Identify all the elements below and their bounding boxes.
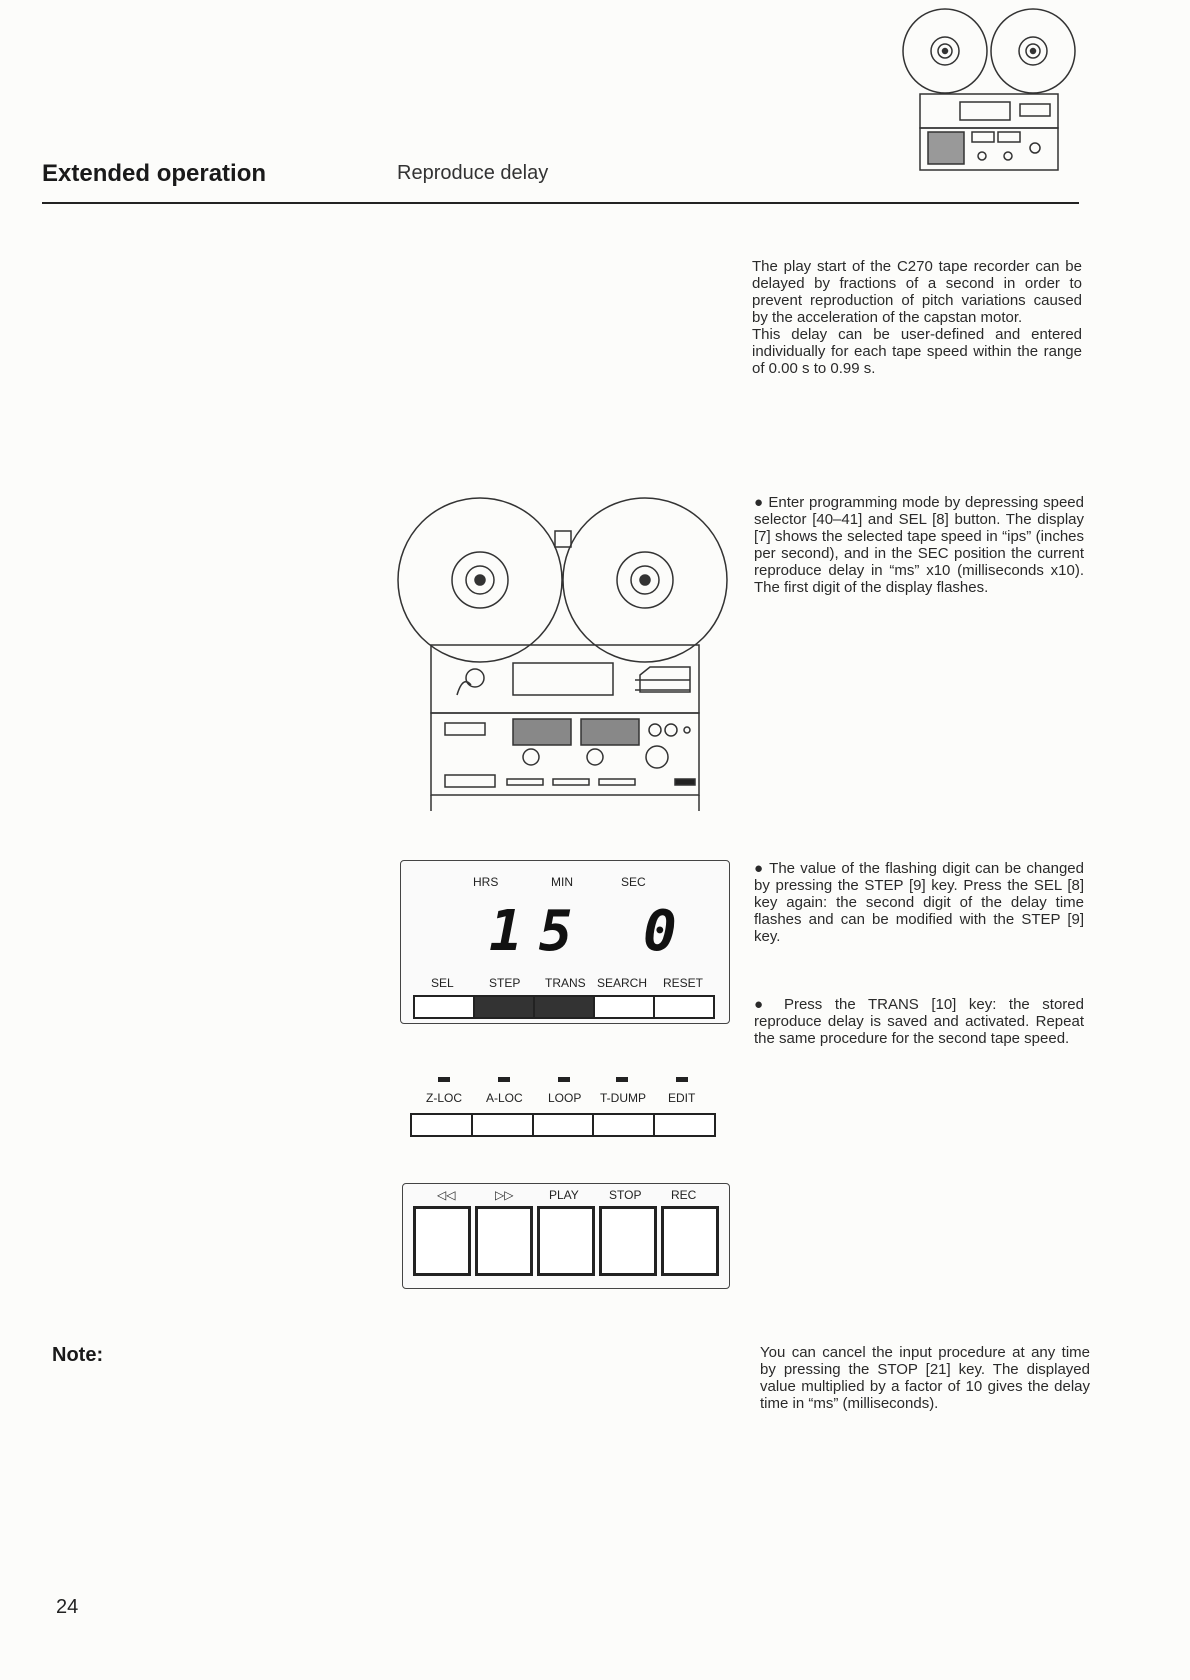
trans-key-label: TRANS	[545, 976, 586, 990]
section-title: Extended operation	[42, 160, 267, 187]
intro-text	[752, 258, 1082, 377]
display-panel	[400, 860, 730, 1024]
led-indicator	[676, 1077, 688, 1082]
display-label-sec: SEC	[621, 875, 646, 889]
intro-paragraph: The play start of the C270 tape recorder can be delayed by fractions of a second in order to prevent reproduction of pitch variations caused by the acceleration of the capstan motor.	[752, 258, 1082, 326]
fast-forward-key[interactable]	[475, 1206, 533, 1276]
note-text: You can cancel the input procedure at any time by pressing the STOP [21] key. The displayed value multiplied by a factor of 10 gives the delay time in “ms” (milliseconds).	[760, 1344, 1090, 1412]
loop-key[interactable]	[534, 1115, 595, 1135]
transport-panel	[402, 1183, 730, 1289]
display-key-row	[413, 995, 715, 1019]
loop-key-label: LOOP	[548, 1091, 582, 1105]
edit-key-label: EDIT	[668, 1091, 696, 1105]
search-key-label: SEARCH	[597, 976, 648, 990]
reset-key[interactable]	[655, 997, 713, 1017]
tdump-key-label: T-DUMP	[600, 1091, 646, 1105]
zloc-key-label: Z-LOC	[426, 1091, 462, 1105]
rec-key[interactable]	[661, 1206, 719, 1276]
play-key-label: PLAY	[549, 1188, 579, 1202]
trans-key[interactable]	[535, 997, 595, 1017]
header-divider	[42, 202, 1079, 204]
display-label-hrs: HRS	[473, 875, 499, 889]
fast-forward-key-label: ▷▷	[495, 1188, 514, 1202]
tdump-key[interactable]	[594, 1115, 655, 1135]
rewind-key[interactable]	[413, 1206, 471, 1276]
rec-key-label: REC	[671, 1188, 697, 1202]
step-key-label: STEP	[489, 976, 521, 990]
led-indicator	[438, 1077, 450, 1082]
tape-speed-readout: 15	[489, 899, 589, 964]
aloc-key-label: A-LOC	[486, 1091, 523, 1105]
page-subtitle: Reproduce delay	[397, 162, 549, 184]
reproduce-delay-readout: 0	[643, 899, 677, 964]
play-key[interactable]	[537, 1206, 595, 1276]
zloc-key[interactable]	[412, 1115, 473, 1135]
sel-key-label: SEL	[431, 976, 454, 990]
step-text: ● The value of the flashing digit can be changed by pressing the STEP [9] key. Press the SEL [8] key again: the second digit of the delay time flashes and can be modified with the STEP [9] key.	[754, 860, 1084, 945]
step-text: ● Enter programming mode by depressing speed selector [40–41] and SEL [8] button. The display [7] shows the selected tape speed in “ips” (inches per second), and in the SEC position the current reproduce delay in “ms” x10 (milliseconds x10). The first digit of the display flashes.	[754, 494, 1084, 596]
page-number: 24	[56, 1596, 79, 1618]
stop-key-label: STOP	[609, 1188, 642, 1202]
intro-paragraph: This delay can be user-defined and entered individually for each tape speed within the range of 0.00 s to 0.99 s.	[752, 326, 1082, 377]
note-label: Note:	[52, 1344, 104, 1366]
locator-panel	[410, 1075, 726, 1139]
search-key[interactable]	[595, 997, 655, 1017]
display-label-min: MIN	[551, 875, 573, 889]
transport-key-row	[413, 1206, 719, 1276]
led-indicator	[498, 1077, 510, 1082]
step-text: ● Press the TRANS [10] key: the stored reproduce delay is saved and activated. Repeat the same procedure for the second tape speed.	[754, 996, 1084, 1047]
locator-key-row	[410, 1113, 716, 1137]
led-indicator	[616, 1077, 628, 1082]
aloc-key[interactable]	[473, 1115, 534, 1135]
reset-key-label: RESET	[663, 976, 704, 990]
tape-recorder-thumbnail-icon	[900, 8, 1080, 180]
rewind-key-label: ◁◁	[437, 1188, 456, 1202]
sel-key[interactable]	[415, 997, 475, 1017]
stop-key[interactable]	[599, 1206, 657, 1276]
step-key[interactable]	[475, 997, 535, 1017]
tape-recorder-front-illustration	[395, 495, 735, 815]
led-indicator	[558, 1077, 570, 1082]
edit-key[interactable]	[655, 1115, 714, 1135]
